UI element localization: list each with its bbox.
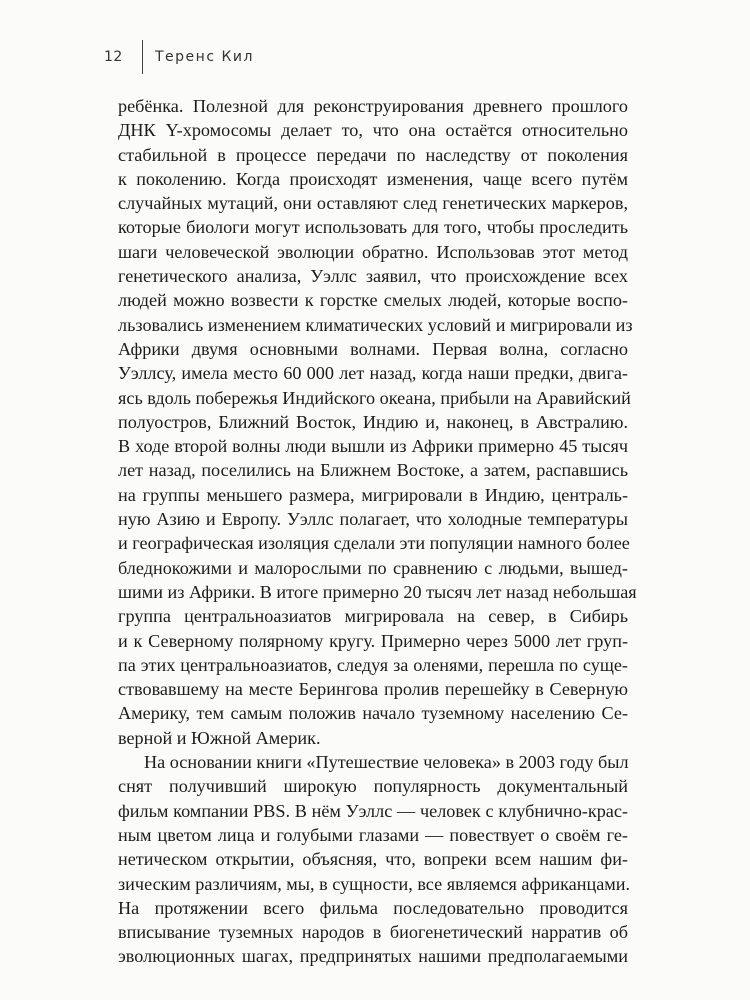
text-line: льзовались изменением климатических условий и мигрировали из xyxy=(118,314,633,335)
page-number: 12 xyxy=(104,49,123,65)
text-line: шаги человеческой эволюции обратно. Использовав этот метод xyxy=(118,241,628,262)
text-line: па этих центральноазиатов, следуя за оленями, перешла по суще- xyxy=(118,654,628,675)
text-line: группа центральноазиатов мигрировала на север, в Сибирь xyxy=(118,606,628,627)
text-line: Уэллсу, имела место 60 000 лет назад, когда наши предки, двига- xyxy=(118,363,628,384)
text-line: ясь вдоль побережья Индийского океана, прибыли на Аравийский xyxy=(118,387,631,408)
text-line: нетическом открытии, объясняя, что, вопреки всем нашим фи- xyxy=(118,849,628,870)
text-line: полуостров, Ближний Восток, Индию и, наконец, в Австралию. xyxy=(118,411,628,432)
text-line: ДНК Y-хромосомы делает то, что она остаётся относительно xyxy=(118,120,628,141)
text-line: ным цветом лица и голубыми глазами — повествует о своём ге- xyxy=(118,824,628,845)
text-line: В ходе второй волны люди вышли из Африки примерно 45 тысяч xyxy=(118,436,628,457)
text-line: На протяжении всего фильма последовательно проводится xyxy=(118,897,628,918)
text-line: снят получивший широкую популярность документальный xyxy=(118,776,628,797)
text-line: к поколению. Когда происходят изменения, чаще всего путём xyxy=(118,168,628,189)
text-line: и к Северному полярному кругу. Примерно через 5000 лет груп- xyxy=(118,630,628,651)
paragraph-1 xyxy=(118,94,637,750)
text-line: зическим различиям, мы, в сущности, все являемся африканцами. xyxy=(118,873,631,894)
text-line: лет назад, поселились на Ближнем Востоке, а затем, распавшись xyxy=(118,460,628,481)
text-line: эволюционных шагах, предпринятых нашими предполагаемыми xyxy=(118,946,628,967)
text-line: бледнокожими и малорослыми по сравнению с людьми, вышед- xyxy=(118,557,628,578)
text-line: шими из Африки. В итоге примерно 20 тысяч лет назад небольшая xyxy=(118,581,637,602)
text-line: случайных мутаций, они оставляют след генетических маркеров, xyxy=(118,193,628,214)
text-line: людей можно возвести к горстке смелых людей, которые воспо- xyxy=(118,290,628,311)
text-line: генетического анализа, Уэллс заявил, что происхождение всех xyxy=(118,266,628,287)
text-line: ребёнка. Полезной для реконструирования древнего прошлого xyxy=(118,96,628,116)
header-divider xyxy=(142,40,143,74)
paragraph-2 xyxy=(118,750,631,969)
text-line: верной и Южной Америк. xyxy=(118,727,321,748)
text-line: ствовавшему на месте Берингова пролив перешейку в Северную xyxy=(118,679,628,700)
running-header xyxy=(104,40,254,74)
text-line: На основании книги «Путешествие человека» в 2003 году был xyxy=(144,752,629,773)
text-line: фильм компании PBS. В нём Уэллс — человек с клубнично-крас- xyxy=(118,800,628,821)
running-head-author: Теренс Кил xyxy=(155,49,254,65)
text-line: вписывание туземных народов в биогенетический нарратив об xyxy=(118,922,628,943)
body-text xyxy=(118,94,637,969)
text-line: стабильной в процессе передачи по наследству от поколения xyxy=(118,144,628,165)
text-line: которые биологи могут использовать для того, чтобы проследить xyxy=(118,217,628,238)
text-line: и географическая изоляция сделали эти популяции намного более xyxy=(118,533,630,554)
text-line: на группы меньшего размера, мигрировали в Индию, централь- xyxy=(118,484,628,505)
text-line: Африки двумя основными волнами. Первая волна, согласно xyxy=(118,338,628,359)
text-line: ную Азию и Европу. Уэллс полагает, что холодные температуры xyxy=(118,509,628,530)
text-line: Америку, тем самым положив начало туземному населению Се- xyxy=(118,703,628,724)
